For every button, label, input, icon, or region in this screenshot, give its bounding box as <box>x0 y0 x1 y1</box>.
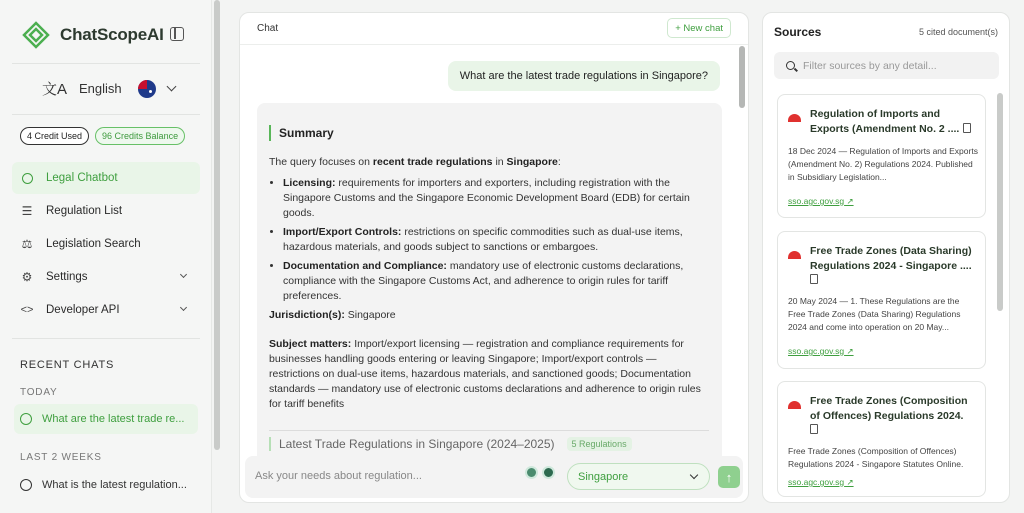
input-tools <box>525 466 555 479</box>
divider <box>12 114 200 115</box>
nav-label: Regulation List <box>46 205 123 217</box>
summary-intro: The query focuses on recent trade regulations in Singapore: <box>269 156 561 168</box>
chat-input-bar <box>245 456 743 498</box>
country-select[interactable] <box>567 463 710 490</box>
language-label: English <box>79 81 122 96</box>
chat-scrollbar[interactable] <box>739 46 745 108</box>
logo[interactable] <box>22 18 194 52</box>
source-link[interactable]: sso.agc.gov.sg ↗ <box>788 196 854 206</box>
source-card[interactable] <box>777 381 986 497</box>
subject-matters: Subject matters: Import/export licensing — registration and compliance requirements for businesses handling goods entering or leaving Singapore; Import/export controls — restrictions on dual-use items, hazardous materials, and sanctioned goods; Documentation standards — mandatory use of electronic customs declarations and adherence to origin rules for tariff benefits <box>269 338 701 410</box>
source-link[interactable]: sso.agc.gov.sg ↗ <box>788 477 854 487</box>
credits-used-badge: 4 Credit Used <box>20 127 89 145</box>
credits <box>20 127 185 145</box>
source-description: Free Trade Zones (Composition of Offences) Regulations 2024 - Singapore Statutes Online. <box>788 446 964 469</box>
list-item: • Documentation and Compliance: mandatory use of electronic customs declarations, compliance with the Singapore Customs Act, and adherence to origin rules for tariff preferences. <box>283 259 709 304</box>
nav-label: Developer API <box>46 304 120 316</box>
nav-legislation-search[interactable] <box>12 228 200 260</box>
divider <box>12 63 200 64</box>
document-icon[interactable] <box>810 424 818 434</box>
recent-chat-item[interactable] <box>14 404 198 434</box>
chevron-down-icon <box>180 271 187 278</box>
document-icon[interactable] <box>963 123 971 133</box>
source-card-header <box>788 107 978 136</box>
chat-bubble-icon <box>20 413 32 425</box>
source-card[interactable] <box>777 231 986 369</box>
source-card-header <box>788 244 978 288</box>
regulations-count-badge: 5 Regulations <box>567 437 632 451</box>
source-title: Free Trade Zones (Data Sharing) Regulations 2024 - Singapore .... <box>810 244 978 288</box>
chevron-down-icon <box>180 304 187 311</box>
singapore-flag-icon <box>788 401 801 409</box>
chevron-down-icon <box>690 471 698 479</box>
chat-input[interactable]: Ask your needs about regulation... <box>255 470 422 482</box>
source-description: 18 Dec 2024 — Regulation of Imports and Exports (Amendment No. 2) Regulations 2024. Published in Subsidiary Legislation... <box>788 146 978 182</box>
chat-item-label: What is the latest regulation... <box>42 479 187 491</box>
chat-header <box>240 13 748 45</box>
source-description: 20 May 2024 — 1. These Regulations are the Free Trade Zones (Data Sharing) Regulations 2024 and come into operation on 20 May... <box>788 296 961 332</box>
latest-regulations-heading <box>269 437 632 451</box>
code-icon: <> <box>20 304 34 316</box>
source-link[interactable]: sso.agc.gov.sg ↗ <box>788 346 854 356</box>
jurisdiction: Jurisdiction(s): Singapore <box>269 309 396 321</box>
nav-label: Settings <box>46 271 88 283</box>
chat-panel <box>239 12 749 503</box>
sources-scrollbar[interactable] <box>997 93 1003 311</box>
nav-regulation-list[interactable] <box>12 195 200 227</box>
search-icon <box>786 61 795 70</box>
source-title: Free Trade Zones (Composition of Offences) Regulations 2024. <box>810 394 978 438</box>
nav-label: Legal Chatbot <box>46 172 118 184</box>
send-button[interactable]: ↑ <box>718 466 740 488</box>
singapore-flag-icon <box>788 251 801 259</box>
chat-item-label: What are the latest trade re... <box>42 413 185 425</box>
assistant-answer <box>257 103 722 463</box>
nav-legal-chatbot[interactable] <box>12 162 200 194</box>
last-2-weeks-heading: LAST 2 WEEKS <box>20 452 102 463</box>
source-card[interactable] <box>777 94 986 218</box>
source-title: Regulation of Imports and Exports (Amendment No. 2 .... <box>810 107 978 136</box>
recent-chats-heading: RECENT CHATS <box>20 359 115 371</box>
summary-list <box>283 176 709 304</box>
sources-title: Sources <box>774 25 822 39</box>
divider <box>12 338 200 339</box>
list-item: • Licensing: requirements for importers and exporters, including registration with the Singapore Customs and the Singapore Economic Development Board (EDB) for certain goods. <box>283 176 709 221</box>
new-chat-button[interactable]: + New chat <box>667 18 731 38</box>
summary-title: Summary <box>269 125 334 141</box>
today-heading: TODAY <box>20 387 58 398</box>
chat-bubble-icon <box>20 171 34 185</box>
chat-title: Chat <box>257 23 279 34</box>
document-icon[interactable] <box>810 274 818 284</box>
nav-settings[interactable] <box>12 261 200 293</box>
summary-body <box>269 155 709 418</box>
flag-icon <box>138 80 156 98</box>
sidebar <box>0 0 212 513</box>
nav-label: Legislation Search <box>46 238 141 250</box>
nav-developer-api[interactable] <box>12 294 200 326</box>
list-item: • Import/Export Controls: restrictions on specific commodities such as dual-use items, hazardous materials, and goods subject to sanctions or embargoes. <box>283 225 709 255</box>
chat-bubble-icon <box>20 479 32 491</box>
language-selector[interactable] <box>42 78 175 99</box>
sidebar-scrollbar[interactable] <box>214 0 220 450</box>
sources-panel <box>762 12 1010 503</box>
gear-icon: ⚙ <box>21 270 33 284</box>
latest-title: Latest Trade Regulations in Singapore (2024–2025) <box>279 437 555 451</box>
logo-icon <box>22 21 50 49</box>
user-message: What are the latest trade regulations in Singapore? <box>448 61 720 91</box>
assistant-icon[interactable] <box>542 466 555 479</box>
sources-count: 5 cited document(s) <box>918 27 998 37</box>
translate-icon: 文A <box>42 81 68 98</box>
divider <box>269 430 709 431</box>
filter-placeholder: Filter sources by any detail... <box>803 59 937 72</box>
scales-icon: ⚖ <box>21 237 33 251</box>
credits-balance-badge: 96 Credits Balance <box>95 127 185 145</box>
list-icon: ☰ <box>21 204 33 218</box>
country-label: Singapore <box>578 470 629 483</box>
sidebar-toggle-icon[interactable] <box>170 27 184 41</box>
location-icon[interactable] <box>525 466 538 479</box>
singapore-flag-icon <box>788 114 801 122</box>
recent-chat-item[interactable] <box>14 470 198 500</box>
source-card-header <box>788 394 978 438</box>
app-name: ChatScopeAI <box>60 25 164 44</box>
sources-filter-input[interactable] <box>774 52 999 79</box>
chevron-down-icon <box>166 82 176 92</box>
